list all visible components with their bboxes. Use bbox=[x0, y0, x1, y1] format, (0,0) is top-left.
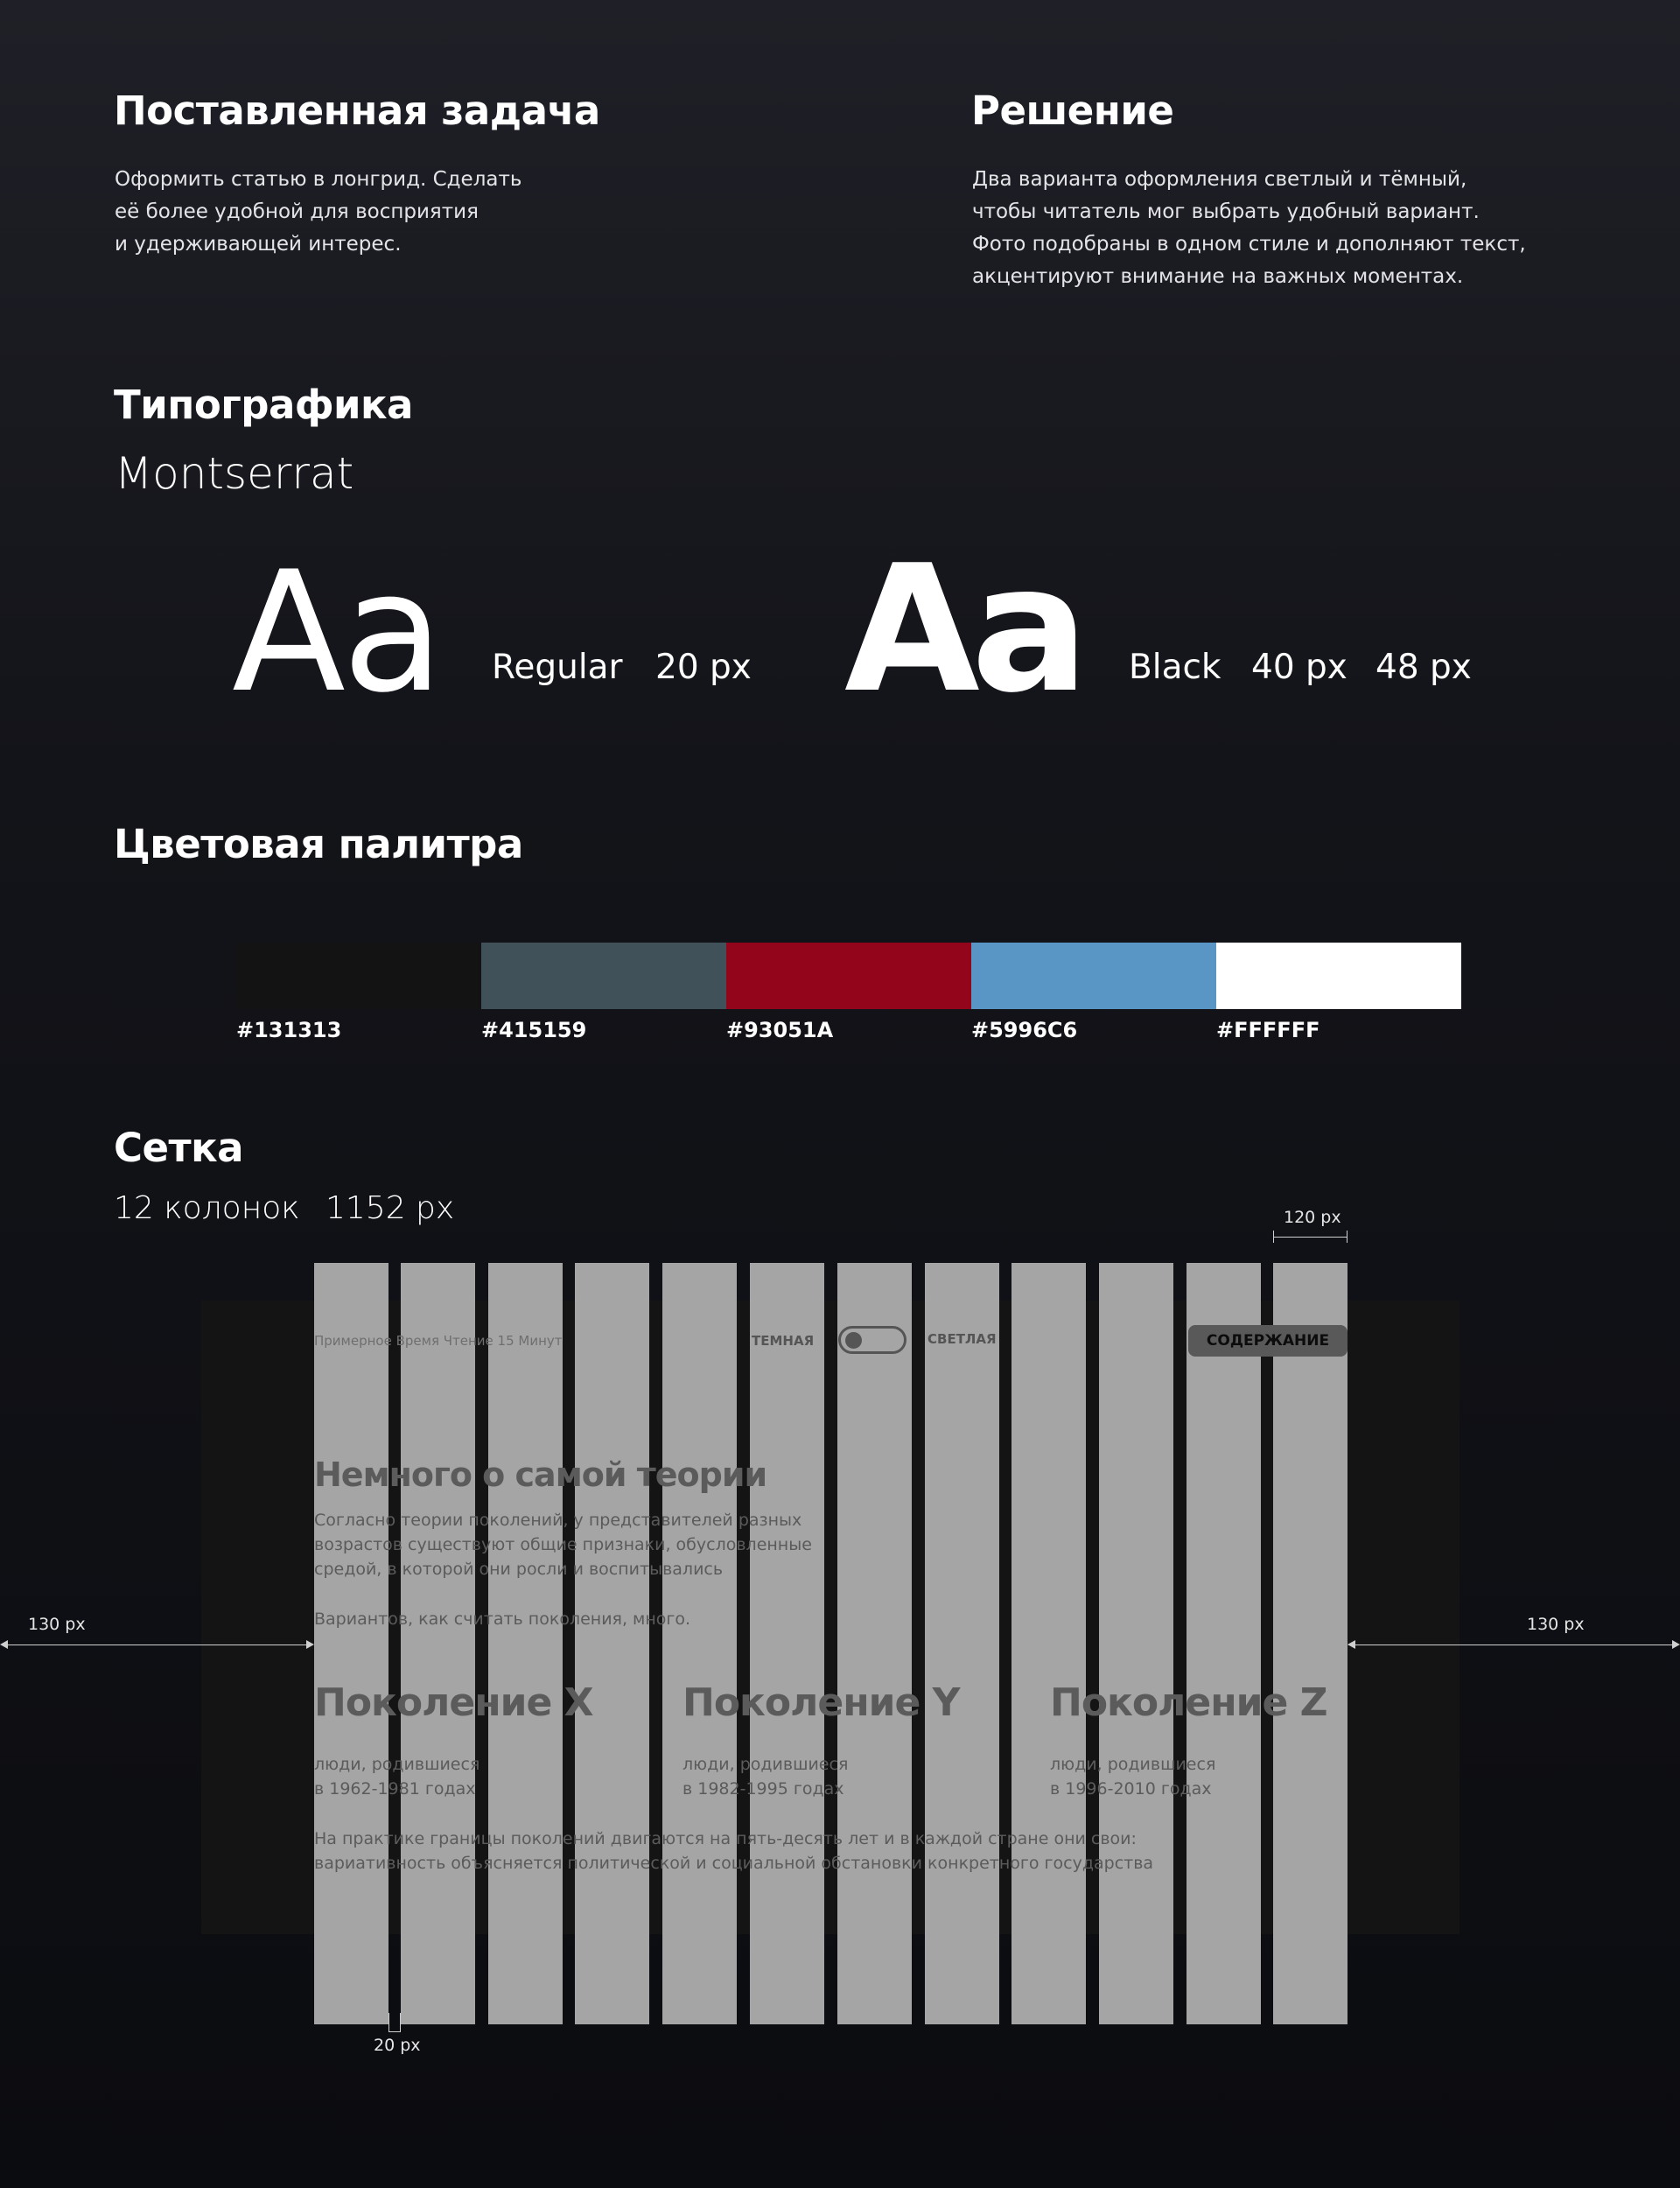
solution-line: Два варианта оформления светлый и тёмный, bbox=[972, 168, 1467, 191]
task-title: Поставленная задача bbox=[114, 88, 600, 134]
margin-right-label: 130 px bbox=[1527, 1615, 1585, 1634]
regular-sample: Aa bbox=[232, 536, 441, 729]
generation-z-desc bbox=[1050, 1752, 1215, 1801]
grid-column bbox=[488, 1263, 563, 2024]
grid-column bbox=[837, 1263, 912, 2024]
theme-light-label[interactable]: СВЕТЛАЯ bbox=[928, 1331, 997, 1347]
generation-y-desc bbox=[682, 1752, 848, 1801]
gen-desc-line: люди, родившиеся bbox=[314, 1755, 480, 1774]
margin-left-label: 130 px bbox=[28, 1615, 86, 1634]
color-swatch-93051a bbox=[726, 943, 972, 1009]
reading-time: Примерное Время Чтение 15 Минут bbox=[314, 1333, 563, 1349]
grid-column bbox=[401, 1263, 475, 2024]
column-width-label: 120 px bbox=[1284, 1208, 1341, 1227]
color-swatch-415159 bbox=[481, 943, 727, 1009]
theme-toggle[interactable] bbox=[838, 1326, 906, 1354]
grid-column bbox=[1099, 1263, 1173, 2024]
article-variants: Вариантов, как считать поколения, много. bbox=[314, 1609, 691, 1629]
grid-column bbox=[314, 1263, 388, 2024]
solution-line: Фото подобраны в одном стиле и дополняют текст, bbox=[972, 233, 1526, 256]
task-description bbox=[115, 164, 522, 261]
grid-column bbox=[1273, 1263, 1348, 2024]
solution-description bbox=[972, 164, 1526, 293]
arrow-left-icon bbox=[0, 1640, 8, 1649]
black-size-48: 48 px bbox=[1376, 648, 1472, 687]
color-label: #FFFFFF bbox=[1216, 1018, 1320, 1042]
grid-column bbox=[575, 1263, 649, 2024]
grid-column bbox=[750, 1263, 824, 2024]
grid-column bbox=[1186, 1263, 1261, 2024]
toggle-knob bbox=[845, 1332, 862, 1349]
grid-width-label: 1152 px bbox=[326, 1190, 455, 1226]
arrow-right-icon bbox=[1672, 1640, 1680, 1649]
regular-weight: Regular bbox=[492, 648, 623, 687]
font-name: Montserrat bbox=[115, 448, 354, 499]
color-label: #93051A bbox=[726, 1018, 834, 1042]
black-weight: Black bbox=[1129, 648, 1222, 687]
task-line: Оформить статью в лонгрид. Сделать bbox=[115, 168, 522, 191]
gen-desc-line: в 1996-2010 годах bbox=[1050, 1779, 1212, 1799]
gen-desc-line: люди, родившиеся bbox=[682, 1755, 849, 1774]
gen-desc-line: в 1982-1995 годах bbox=[682, 1779, 844, 1799]
intro-line: Согласно теории поколений, у представителей разных bbox=[314, 1511, 802, 1530]
black-sample: Aa bbox=[844, 528, 1081, 732]
color-swatch-5996c6 bbox=[971, 943, 1217, 1009]
generation-z-title: Поколение Z bbox=[1050, 1680, 1327, 1725]
typography-title: Типографика bbox=[114, 382, 413, 428]
color-swatch-ffffff bbox=[1216, 943, 1461, 1009]
gen-desc-line: в 1962-1981 годах bbox=[314, 1779, 476, 1799]
black-size-40: 40 px bbox=[1251, 648, 1348, 687]
theme-dark-label[interactable]: ТЕМНАЯ bbox=[752, 1333, 815, 1349]
gen-desc-line: люди, родившиеся bbox=[1050, 1755, 1216, 1774]
generation-x-desc bbox=[314, 1752, 480, 1801]
gutter-label: 20 px bbox=[374, 2036, 421, 2055]
grid-title: Сетка bbox=[114, 1125, 244, 1171]
article-intro bbox=[314, 1508, 812, 1581]
column-width-tick bbox=[1347, 1231, 1348, 1243]
task-line: и удерживающей интерес. bbox=[115, 233, 402, 256]
toc-button[interactable] bbox=[1188, 1325, 1348, 1357]
regular-size: 20 px bbox=[655, 648, 752, 687]
solution-title: Решение bbox=[971, 88, 1174, 134]
generation-x-title: Поколение X bbox=[314, 1680, 593, 1725]
intro-line: возрастов существуют общие признаки, обусловленные bbox=[314, 1535, 812, 1554]
article-footer-text bbox=[314, 1827, 1153, 1876]
grid-column bbox=[662, 1263, 737, 2024]
article-heading: Немного о самой теории bbox=[314, 1455, 767, 1494]
footer-line: вариативность объясняется политической и социальной обстановки конкретного государства bbox=[314, 1854, 1154, 1873]
color-label: #131313 bbox=[236, 1018, 342, 1042]
gutter-bracket bbox=[388, 2013, 401, 2032]
color-label: #5996C6 bbox=[971, 1018, 1078, 1042]
column-width-line bbox=[1273, 1237, 1348, 1238]
intro-line: средой, в которой они росли и воспитывались bbox=[314, 1560, 724, 1579]
color-swatch-131313 bbox=[236, 943, 482, 1009]
footer-line: На практике границы поколений двигаются на пять-десять лет и в каждой стране они свои: bbox=[314, 1829, 1137, 1848]
arrow-left-icon bbox=[1348, 1640, 1355, 1649]
toc-button-label: СОДЕРЖАНИЕ bbox=[1206, 1332, 1330, 1350]
generation-y-title: Поколение Y bbox=[682, 1680, 960, 1725]
grid-column bbox=[925, 1263, 999, 2024]
task-line: её более удобной для восприятия bbox=[115, 200, 479, 223]
grid-column bbox=[1012, 1263, 1086, 2024]
solution-line: чтобы читатель мог выбрать удобный вариант. bbox=[972, 200, 1480, 223]
grid-columns-label: 12 колонок bbox=[114, 1190, 300, 1226]
color-label: #415159 bbox=[481, 1018, 587, 1042]
arrow-right-icon bbox=[306, 1640, 314, 1649]
column-width-tick bbox=[1273, 1231, 1274, 1243]
palette-title: Цветовая палитра bbox=[114, 821, 523, 867]
solution-line: акцентируют внимание на важных моментах. bbox=[972, 265, 1464, 288]
